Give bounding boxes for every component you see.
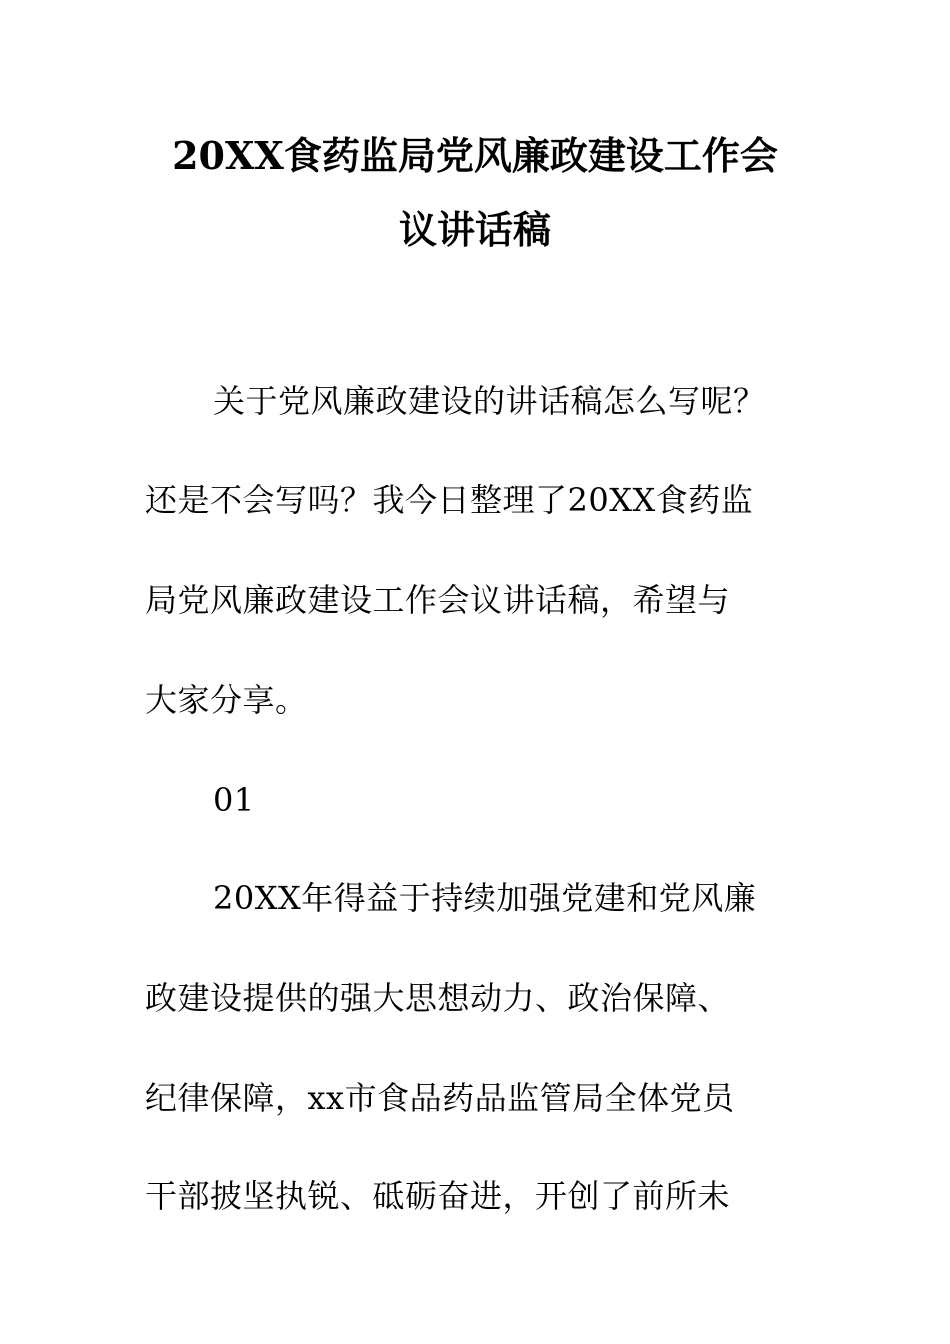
section-number: 01 bbox=[213, 781, 255, 819]
document-title-line-1: 20XX食药监局党风廉政建设工作会 bbox=[172, 133, 778, 178]
document-title-line-2: 议讲话稿 bbox=[398, 207, 551, 252]
paragraph-line-7: 纪律保障，xx市食品药品监管局全体党员 bbox=[145, 1079, 735, 1117]
paragraph-line-3: 局党风廉政建设工作会议讲话稿，希望与 bbox=[145, 581, 731, 619]
paragraph-line-1: 关于党风廉政建设的讲话稿怎么写呢？ bbox=[213, 382, 766, 420]
paragraph-line-4: 大家分享。 bbox=[145, 681, 308, 719]
paragraph-line-6: 政建设提供的强大思想动力、政治保障、 bbox=[145, 979, 731, 1017]
paragraph-line-8: 干部披坚执锐、砥砺奋进，开创了前所未 bbox=[145, 1177, 731, 1215]
paragraph-line-5: 20XX年得益于持续加强党建和党风廉 bbox=[213, 879, 757, 917]
paragraph-line-2: 还是不会写吗？我今日整理了20XX食药监 bbox=[145, 481, 754, 519]
